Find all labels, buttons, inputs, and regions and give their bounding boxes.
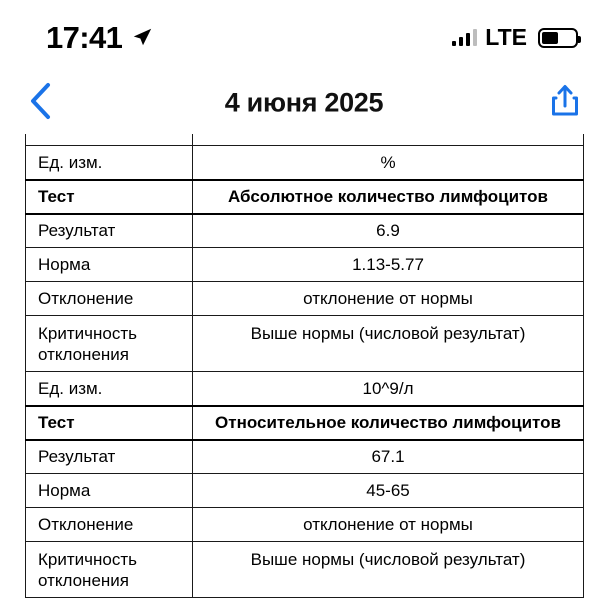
row-label: Норма: [26, 474, 193, 508]
row-value: отклонение от нормы: [193, 508, 584, 542]
row-value: %: [193, 146, 584, 180]
row-label: Критичность отклонения: [26, 316, 193, 372]
row-value: Выше нормы (числовой результат): [193, 316, 584, 372]
row-value: Выше нормы (числовой результат): [193, 542, 584, 598]
table-row: [26, 282, 584, 316]
row-value: 45-65: [193, 474, 584, 508]
row-label: Норма: [26, 248, 193, 282]
status-bar-left: [46, 22, 153, 53]
page-title: 4 июня 2025: [224, 87, 384, 118]
row-value: 1.13-5.77: [193, 248, 584, 282]
row-label: Отклонение: [26, 282, 193, 316]
table-row: [26, 440, 584, 474]
table-row: [26, 180, 584, 214]
row-value: Абсолютное количество лимфоцитов: [193, 180, 584, 214]
table-row: [26, 406, 584, 440]
table-row: [26, 542, 584, 598]
carrier-label: LTE: [485, 24, 527, 50]
table-row: [26, 372, 584, 406]
row-label: Тест: [26, 406, 193, 440]
row-label: Ед. изм.: [26, 146, 193, 180]
row-value: отклонение от нормы: [193, 282, 584, 316]
cellular-signal-icon: [452, 29, 478, 46]
row-label: Результат: [26, 214, 193, 248]
share-button[interactable]: [544, 82, 586, 124]
results-table-container: [25, 145, 584, 598]
table-clipped-row-top: [25, 134, 584, 145]
share-icon: [549, 83, 581, 124]
row-label: Тест: [26, 180, 193, 214]
table-row: [26, 146, 584, 180]
row-value: Относительное количество лимфоцитов: [193, 406, 584, 440]
results-table: [25, 145, 584, 598]
status-time: 17:41: [46, 20, 123, 55]
table-row: [26, 316, 584, 372]
row-value: 6.9: [193, 214, 584, 248]
row-value: 10^9/л: [193, 372, 584, 406]
table-row: [26, 248, 584, 282]
battery-icon: [538, 28, 578, 48]
navigation-bar: [0, 72, 608, 134]
status-bar-right: [452, 26, 578, 49]
row-value: 67.1: [193, 440, 584, 474]
row-label: Ед. изм.: [26, 372, 193, 406]
row-label: Результат: [26, 440, 193, 474]
row-label: Отклонение: [26, 508, 193, 542]
location-arrow-icon: [131, 28, 153, 48]
table-row: [26, 474, 584, 508]
table-row: [26, 508, 584, 542]
table-row: [26, 214, 584, 248]
status-bar: [0, 0, 608, 72]
row-label: Критичность отклонения: [26, 542, 193, 598]
